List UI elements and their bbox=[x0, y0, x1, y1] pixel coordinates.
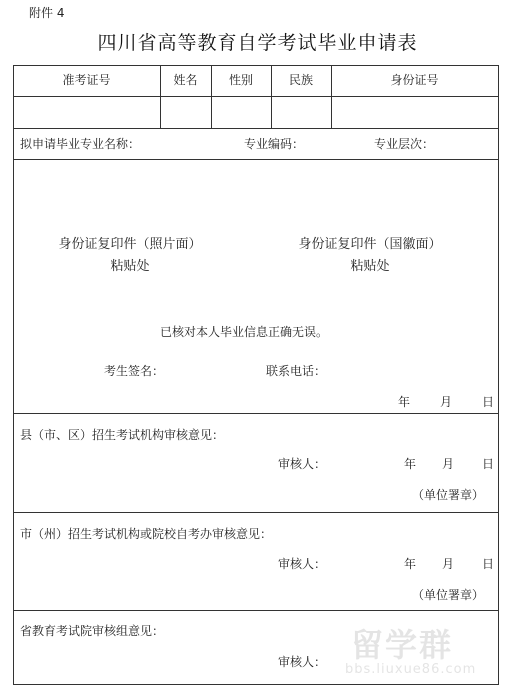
row-divider bbox=[13, 128, 499, 129]
name-field[interactable] bbox=[161, 97, 210, 127]
admission-number-field[interactable] bbox=[14, 97, 159, 127]
date-year: 年 bbox=[404, 557, 417, 571]
contact-phone-label: 联系电话： bbox=[266, 364, 327, 378]
annex-label: 附件 4 bbox=[29, 6, 65, 20]
date-month: 月 bbox=[442, 457, 455, 471]
county-reviewer-label: 审核人： bbox=[278, 457, 327, 471]
ethnicity-header: 民族 bbox=[288, 73, 313, 87]
major-name-label: 拟申请毕业专业名称： bbox=[20, 137, 141, 151]
form-title: 四川省高等教育自学考试毕业申请表 bbox=[97, 32, 418, 54]
row-divider bbox=[13, 159, 499, 160]
name-header: 姓名 bbox=[173, 73, 198, 87]
row-divider bbox=[13, 512, 499, 513]
city-reviewer-label: 审核人： bbox=[278, 557, 327, 571]
gender-header: 性别 bbox=[228, 73, 253, 87]
date-year: 年 bbox=[398, 395, 411, 409]
date-month: 月 bbox=[440, 395, 453, 409]
row-divider bbox=[13, 413, 499, 414]
city-review-title: 市（州）招生考试机构或院校自考办审核意见： bbox=[20, 527, 273, 541]
province-reviewer-label: 审核人： bbox=[278, 655, 327, 669]
table-border-left bbox=[13, 65, 14, 684]
confirmation-statement: 已核对本人毕业信息正确无误。 bbox=[160, 325, 329, 339]
id-back-paste-area: 身份证复印件（国徽面） bbox=[298, 237, 442, 252]
table-border-right bbox=[498, 65, 499, 684]
ethnicity-field[interactable] bbox=[272, 97, 330, 127]
date-day: 日 bbox=[482, 557, 495, 571]
date-year: 年 bbox=[404, 457, 417, 471]
gender-field[interactable] bbox=[212, 97, 270, 127]
date-month: 月 bbox=[442, 557, 455, 571]
watermark-logo: 留学群 bbox=[351, 626, 454, 664]
site-watermark bbox=[345, 620, 515, 689]
major-code-label: 专业编码： bbox=[244, 137, 305, 151]
unit-seal-label: （单位署章） bbox=[412, 488, 485, 502]
unit-seal-label: （单位署章） bbox=[412, 588, 485, 602]
id-number-header: 身份证号 bbox=[390, 73, 439, 87]
table-border-top bbox=[13, 65, 499, 66]
county-review-title: 县（市、区）招生考试机构审核意见： bbox=[20, 428, 225, 442]
major-level-label: 专业层次： bbox=[374, 137, 435, 151]
watermark-url: bbs.liuxue86.com bbox=[345, 662, 477, 677]
province-review-title: 省教育考试院审核组意见： bbox=[20, 624, 165, 638]
id-back-paste-label: 粘贴处 bbox=[350, 259, 390, 274]
candidate-signature-label: 考生签名： bbox=[104, 364, 165, 378]
date-day: 日 bbox=[482, 457, 495, 471]
id-number-field[interactable] bbox=[332, 97, 497, 127]
date-day: 日 bbox=[482, 395, 495, 409]
id-front-paste-area: 身份证复印件（照片面） bbox=[58, 237, 202, 252]
admission-number-header: 准考证号 bbox=[62, 73, 111, 87]
id-front-paste-label: 粘贴处 bbox=[110, 259, 150, 274]
row-divider bbox=[13, 610, 499, 611]
